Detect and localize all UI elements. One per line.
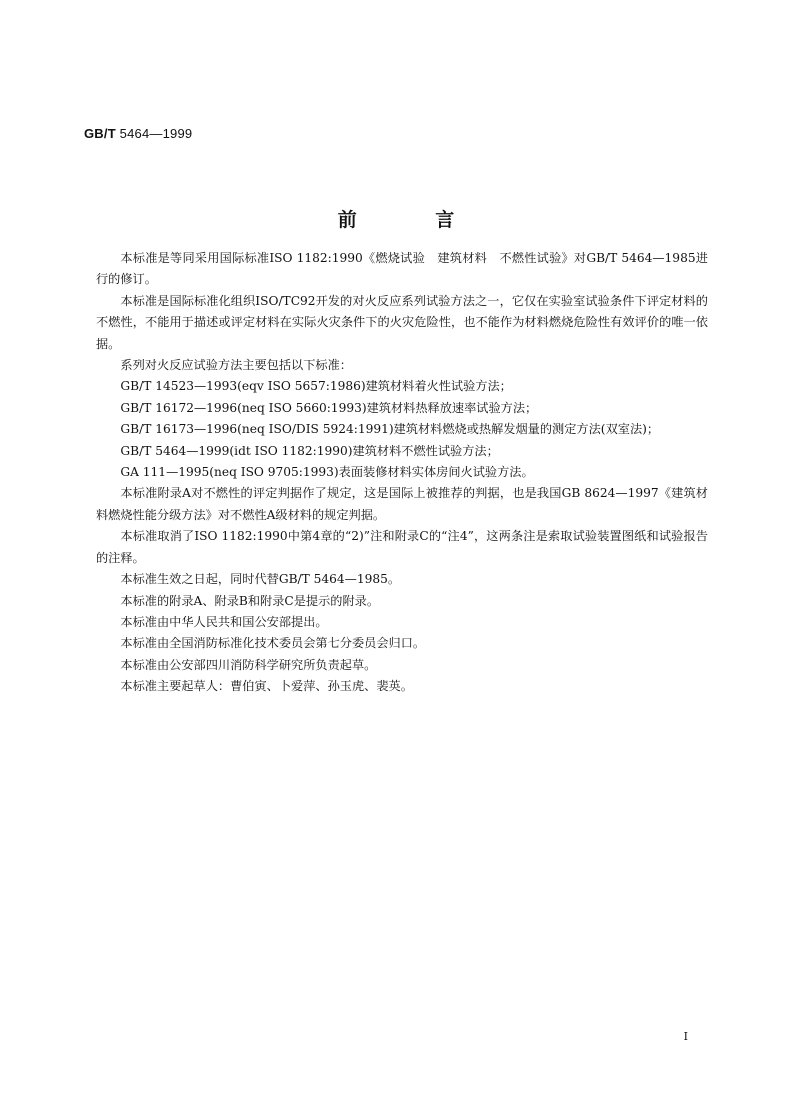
- standard-list-item: GB/T 14523—1993(eqv ISO 5657:1986)建筑材料着火性试验方法；: [120, 379, 512, 394]
- foreword-body: [96, 248, 708, 698]
- paragraph: 本标准附录A对不燃性的评定判据作了规定，这是国际上被推荐的判据，也是我国GB 8624—1997《建筑材料燃烧性能分级方法》对不燃性A级材料的规定判据。: [96, 486, 708, 522]
- paragraph: 系列对火反应试验方法主要包括以下标准：: [120, 358, 352, 373]
- page-number: I: [683, 1030, 688, 1043]
- standard-list-item: GB/T 16172—1996(neq ISO 5660:1993)建筑材料热释放速率试验方法；: [120, 400, 538, 415]
- paragraph: 本标准的附录A、附录B和附录C是提示的附录。: [120, 593, 380, 608]
- standard-list-item: GA 111—1995(neq ISO 9705:1993)表面装修材料实体房间火试验方法。: [120, 465, 534, 480]
- paragraph: 本标准是等同采用国际标准ISO 1182:1990《燃烧试验 建筑材料 不燃性试验》对GB/T 5464—1985进行的修订。: [96, 251, 708, 287]
- paragraph: 本标准是国际标准化组织ISO/TC92开发的对火反应系列试验方法之一，它仅在实验室试验条件下评定材料的不燃性，不能用于描述或评定材料在实际火灾条件下的火灾危险性，也不能作为材料燃烧危险性有效评价的唯一依据。: [96, 293, 708, 351]
- paragraph: 本标准由全国消防标准化技术委员会第七分委员会归口。: [120, 636, 426, 651]
- standard-prefix: GB/T: [84, 126, 116, 141]
- page-title: 前 言: [337, 209, 491, 231]
- standard-number: 5464—1999: [119, 126, 193, 141]
- standard-list-item: GB/T 16173—1996(neq ISO/DIS 5924:1991)建筑材料燃烧或热解发烟量的测定方法(双室法)；: [120, 422, 660, 437]
- standard-list-item: GB/T 5464—1999(idt ISO 1182:1990)建筑材料不燃性试验方法；: [120, 443, 499, 458]
- paragraph: 本标准生效之日起，同时代替GB/T 5464—1985。: [120, 572, 401, 587]
- paragraph: 本标准由公安部四川消防科学研究所负责起草。: [120, 657, 377, 672]
- paragraph: 本标准由中华人民共和国公安部提出。: [120, 614, 328, 629]
- document-header: [84, 126, 192, 141]
- paragraph: 本标准主要起草人：曹伯寅、卜爱萍、孙玉虎、裴英。: [120, 679, 413, 694]
- paragraph: 本标准取消了ISO 1182:1990中第4章的“2)”注和附录C的“注4”，这两条注是索取试验装置图纸和试验报告的注释。: [96, 529, 708, 565]
